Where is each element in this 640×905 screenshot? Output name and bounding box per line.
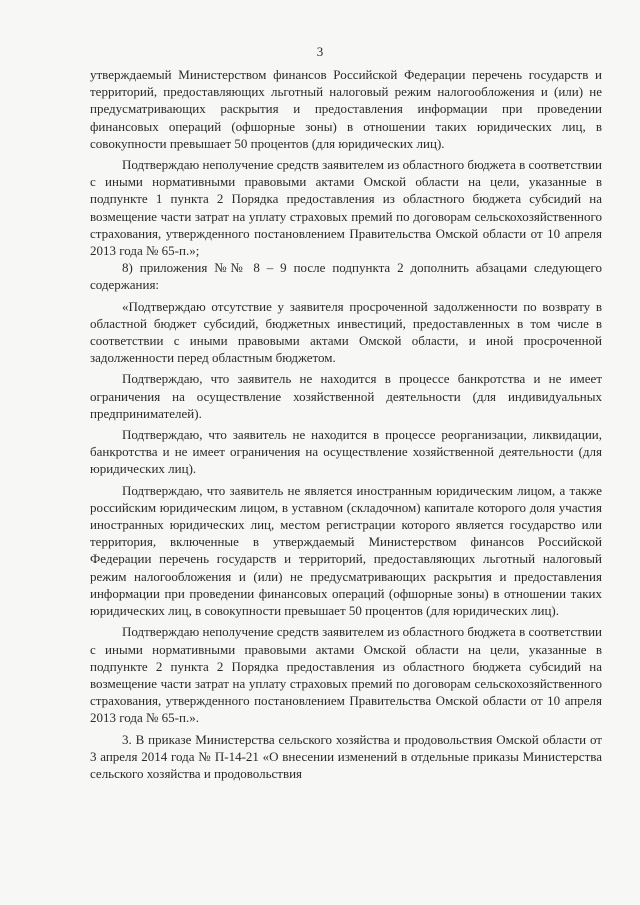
paragraph: Подтверждаю неполучение средств заявителем из областного бюджета в соответствии с иными нормативными правовыми актами Омской области на цели, указанные в подпункте 1 пункта 2 Порядка предоставления из областного бюджета субсидий на возмещение части затрат на уплату страховых премий по договорам сельскохозяйственного страхования, утвержденного постановлением Правительства Омской области от 10 апреля 2013 года № 65-п.»; [90,157,602,259]
paragraph: 3. В приказе Министерства сельского хозяйства и продовольствия Омской области от 3 апреля 2014 года № П-14-21 «О внесении изменений в отдельные приказы Министерства сельского хозяйства и продовольствия [90,731,602,781]
paragraph: Подтверждаю, что заявитель не находится в процессе реорганизации, ликвидации, банкротства и не имеет ограничения на осуществление хозяйственной деятельности (для юридических лиц). [90,427,602,477]
paragraph: Подтверждаю неполучение средств заявителем из областного бюджета в соответствии с иными нормативными правовыми актами Омской области на цели, указанные в подпункте 2 пункта 2 Порядка предоставления из областного бюджета субсидий на возмещение части затрат на уплату страховых премий по договорам сельскохозяйственного страхования, утвержденного постановлением Правительства Омской области от 10 апреля 2013 года № 65-п.». [90,624,602,726]
page-number: 3 [316,44,324,59]
paragraph: Подтверждаю, что заявитель не находится в процессе банкротства и не имеет ограничения на осуществление хозяйственной деятельности (для индивидуальных предпринимателей). [90,371,602,421]
paragraph: 8) приложения №№ 8 – 9 после подпункта 2 дополнить абзацами следующего содержания: [90,260,602,293]
paragraph: «Подтверждаю отсутствие у заявителя просроченной задолженности по возврату в областной бюджет субсидий, бюджетных инвестиций, предоставленных в том числе в соответствии с иными правовыми актами Омской области, и иной просроченной задолженности перед областным бюджетом. [90,298,602,366]
paragraph-continuation: утверждаемый Министерством финансов Российской Федерации перечень государств и территорий, предоставляющих льготный налоговый режим налогообложения и (или) не предусматривающих раскрытия и предоставления информации при проведении финансовых операций (офшорные зоны) в отношении таких юридических лиц, в совокупности превышает 50 процентов (для юридических лиц). [90,67,602,151]
document-body [90,66,602,782]
paragraph: Подтверждаю, что заявитель не является иностранным юридическим лицом, а также российским юридическим лицом, в уставном (складочном) капитале которого доля участия иностранных юридических лиц, местом регистрации которого является государство или территория, включенные в утверждаемый Министерством финансов Российской Федерации перечень государств и территорий, предоставляющих льготный налоговый режим налогообложения и (или) не предусматривающих раскрытия и предоставления информации при проведении финансовых операций (офшорные зоны) в отношении таких юридических лиц, в совокупности превышает 50 процентов (для юридических лиц). [90,482,602,619]
